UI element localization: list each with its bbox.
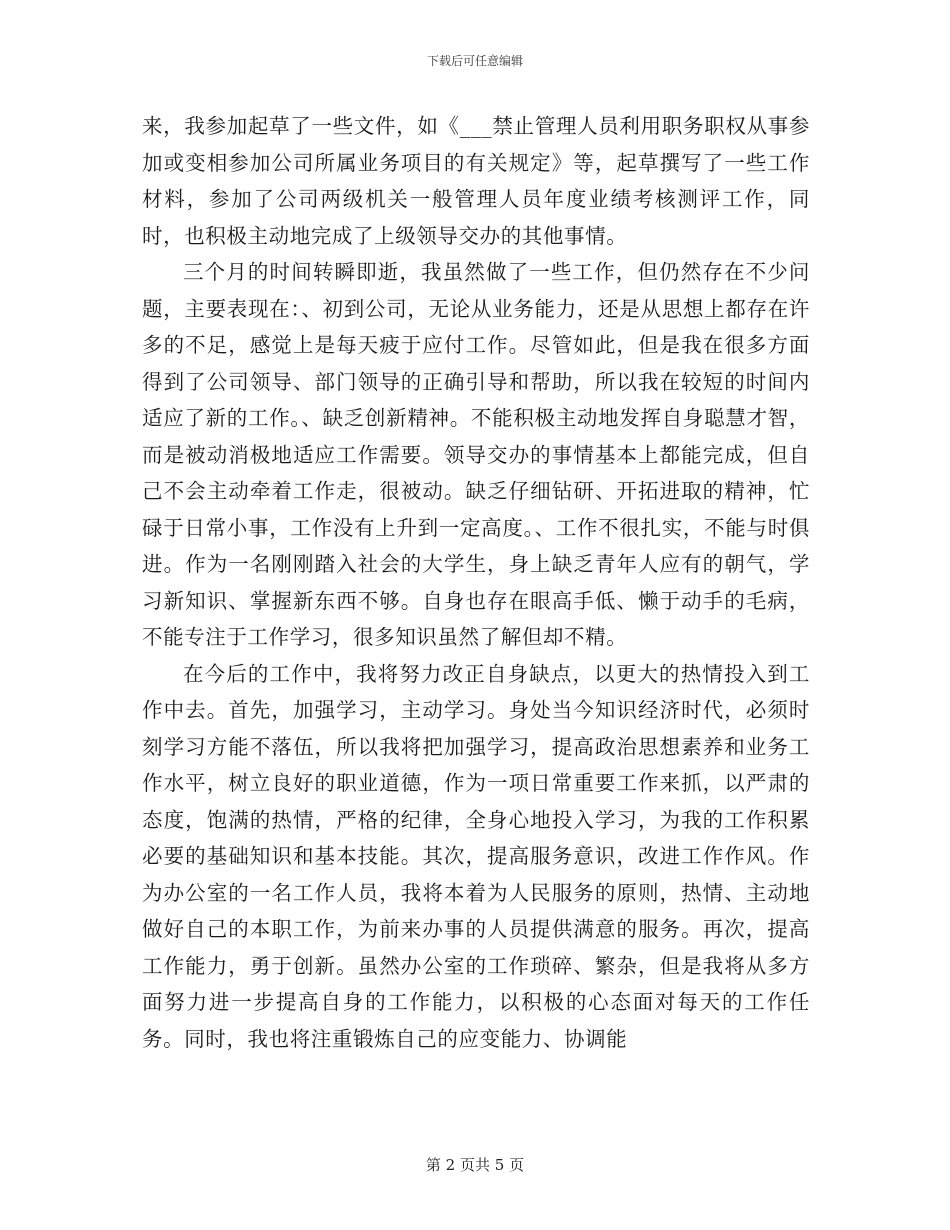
paragraph-future-plans: 在今后的工作中，我将努力改正自身缺点，以更大的热情投入到工作中去。首先，加强学习，主动学习。身处当今知识经济时代，必须时刻学习方能不落伍，所以我将把加强学习，提高政治思想素养和业务工作水平，树立良好的职业道德，作为一项日常重要工作来抓，以严肃的态度，饱满的热情，严格的纪律，全身心地投入学习，为我的工作积累必要的基础知识和基本技能。其次，提高服务意识，改进工作作风。作为办公室的一名工作人员，我将本着为人民服务的原则，热情、主动地做好自己的本职工作，为前来办事的人员提供满意的服务。再次，提高工作能力，勇于创新。虽然办公室的工作琐碎、繁杂，但是我将从多方面努力进一步提高自身的工作能力，以积极的心态面对每天的工作任务。同时，我也将注重锻炼自己的应变能力、协调能 (142, 661, 810, 1051)
paragraph-continuation: 来，我参加起草了一些文件，如《___禁止管理人员利用职务职权从事参加或变相参加公司所属业务项目的有关规定》等，起草撰写了一些工作材料，参加了公司两级机关一般管理人员年度业绩考核测评工作，同时，也积极主动地完成了上级领导交办的其他事情。 (142, 114, 810, 248)
page-number: 第 2 页共 5 页 (425, 1156, 525, 1174)
document-body (142, 108, 810, 1057)
paragraph-problems: 三个月的时间转瞬即逝，我虽然做了一些工作，但仍然存在不少问题，主要表现在：、初到公司，无论从业务能力，还是从思想上都存在许多的不足，感觉上是每天疲于应付工作。尽管如此，但是我在很多方面得到了公司领导、部门领导的正确引导和帮助，所以我在较短的时间内适应了新的工作。、缺乏创新精神。不能积极主动地发挥自身聪慧才智，而是被动消极地适应工作需要。领导交办的事情基本上都能完成，但自己不会主动牵着工作走，很被动。缺乏仔细钻研、开拓进取的精神，忙碌于日常小事，工作没有上升到一定高度。、工作不很扎实，不能与时俱进。作为一名刚刚踏入社会的大学生，身上缺乏青年人应有的朝气，学习新知识、掌握新东西不够。自身也存在眼高手低、懒于动手的毛病，不能专注于工作学习，很多知识虽然了解但却不精。 (142, 260, 810, 649)
page-header: 下载后可任意编辑 (426, 54, 523, 68)
